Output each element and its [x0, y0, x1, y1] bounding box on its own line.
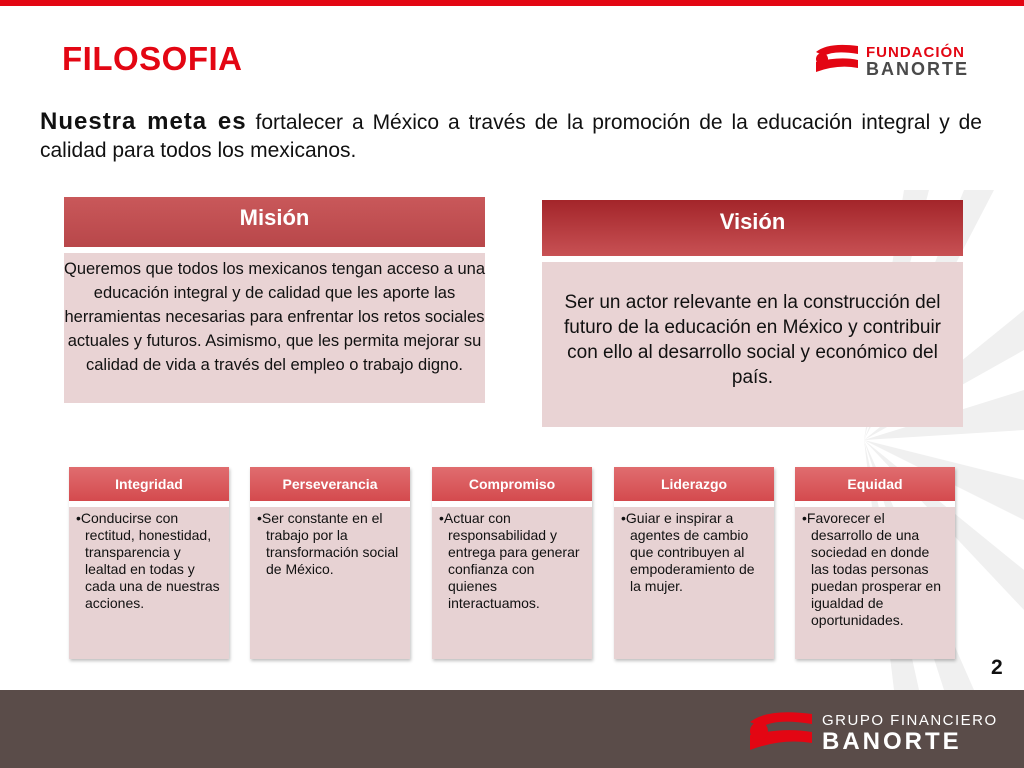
value-card-integridad [69, 467, 229, 659]
grupo-financiero-banorte-logo [748, 708, 1018, 754]
logo-top-line2: BANORTE [866, 59, 969, 79]
logo-bottom-line1: GRUPO FINANCIERO [822, 712, 998, 729]
value-card-compromiso [432, 467, 592, 659]
logo-bottom-line2: BANORTE [822, 728, 962, 755]
page-number: 2 [991, 656, 1003, 679]
value-text: •Favorecer el desarrollo de una sociedad en donde las todas personas puedan prosperar en igualdad de oportunidades. [802, 510, 941, 628]
top-accent-bar [0, 0, 1024, 6]
slide-title: FILOSOFIA [62, 40, 243, 77]
value-card-equidad [795, 467, 955, 659]
banorte-logo-icon [748, 708, 814, 754]
value-title: Liderazgo [614, 467, 774, 501]
value-title: Perseverancia [250, 467, 410, 501]
value-card-perseverancia [250, 467, 410, 659]
value-title: Equidad [795, 467, 955, 501]
value-text: •Actuar con responsabilidad y entrega para generar confianza con quienes interactuamos. [439, 510, 580, 611]
value-text: •Ser constante en el trabajo por la transformación social de México. [257, 510, 399, 577]
banorte-logo-icon [814, 42, 860, 76]
goal-text: fortalecer a México a través de la promoción de la educación integral y de calidad para todos los mexicanos. [40, 111, 982, 162]
vision-title: Visión [542, 200, 963, 256]
value-title: Integridad [69, 467, 229, 501]
vision-text: Ser un actor relevante en la construcción del futuro de la educación en México y contribuir con ello al desarrollo social y económico del país. [542, 262, 963, 427]
fundacion-banorte-logo [814, 42, 994, 80]
value-text: •Conducirse con rectitud, honestidad, transparencia y lealtad en todas y cada una de nuestras acciones. [76, 510, 220, 611]
value-text: •Guiar e inspirar a agentes de cambio que contribuyen al empoderamiento de la mujer. [621, 510, 755, 594]
mision-text: Queremos que todos los mexicanos tengan acceso a una educación integral y de calidad que les aporte las herramientas necesarias para enfrentar los retos sociales actuales y futuros. Asimismo, que les permita mejorar su calidad de vida a través del empleo o trabajo digno. [64, 253, 485, 403]
goal-statement [40, 108, 982, 165]
goal-lead: Nuestra meta es [40, 108, 247, 135]
value-title: Compromiso [432, 467, 592, 501]
logo-top-line1: FUNDACIÓN [866, 44, 965, 61]
value-card-liderazgo [614, 467, 774, 659]
mision-title: Misión [64, 197, 485, 247]
